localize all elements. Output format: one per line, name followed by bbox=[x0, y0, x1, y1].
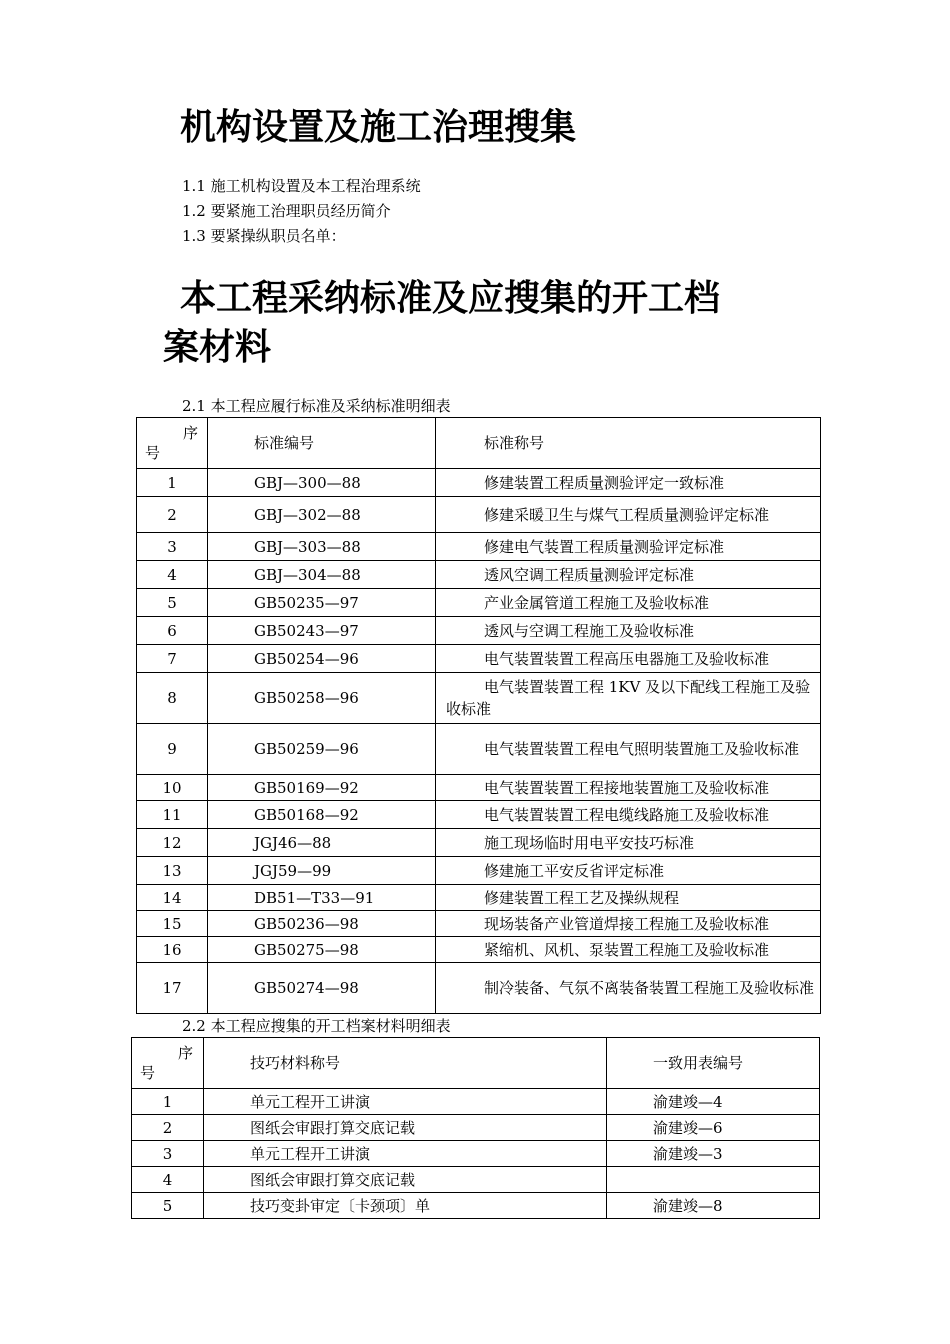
row-form: 渝建竣—3 bbox=[607, 1141, 820, 1167]
header-form-code: 一致用表编号 bbox=[607, 1038, 820, 1089]
table-row bbox=[137, 645, 821, 673]
row-name: 施工现场临时用电平安技巧标准 bbox=[436, 829, 821, 857]
row-code: JGJ46—88 bbox=[208, 829, 436, 857]
row-no: 5 bbox=[137, 589, 208, 617]
row-code: GB50168—92 bbox=[208, 801, 436, 829]
archive-materials-table bbox=[131, 1037, 820, 1219]
row-form: 渝建竣—6 bbox=[607, 1115, 820, 1141]
table-row bbox=[137, 911, 821, 937]
header-seq-line1: 序 bbox=[183, 424, 199, 442]
row-material: 单元工程开工讲演 bbox=[204, 1141, 607, 1167]
row-code: GB50259—96 bbox=[208, 724, 436, 775]
row-no: 3 bbox=[132, 1141, 204, 1167]
table1-caption: 2.1 本工程应履行标准及采纳标准明细表 bbox=[182, 397, 451, 415]
row-name: 透风与空调工程施工及验收标准 bbox=[436, 617, 821, 645]
row-name: 电气装置装置工程接地装置施工及验收标准 bbox=[436, 775, 821, 801]
row-code: GB50243—97 bbox=[208, 617, 436, 645]
toc-item-1-2: 1.2 要紧施工治理职员经历简介 bbox=[182, 202, 391, 220]
row-name: 修建装置工程质量测验评定一致标准 bbox=[436, 469, 821, 497]
row-no: 16 bbox=[137, 937, 208, 963]
table-row bbox=[137, 673, 821, 724]
table-row bbox=[132, 1141, 820, 1167]
table-row bbox=[132, 1167, 820, 1193]
row-material: 图纸会审跟打算交底记载 bbox=[204, 1115, 607, 1141]
table-row bbox=[137, 497, 821, 533]
row-no: 7 bbox=[137, 645, 208, 673]
row-name: 修建装置工程工艺及操纵规程 bbox=[436, 885, 821, 911]
table-row bbox=[137, 937, 821, 963]
table-row bbox=[137, 775, 821, 801]
section-heading-1: 机构设置及施工治理搜集 bbox=[180, 106, 577, 148]
row-no: 9 bbox=[137, 724, 208, 775]
row-no: 10 bbox=[137, 775, 208, 801]
row-no: 17 bbox=[137, 963, 208, 1014]
standards-table bbox=[136, 417, 821, 1014]
table-row bbox=[137, 469, 821, 497]
table-row bbox=[137, 963, 821, 1014]
row-name: 制冷装备、气氛不离装备装置工程施工及验收标准 bbox=[436, 963, 821, 1014]
row-name: 电气装置装置工程电气照明装置施工及验收标准 bbox=[436, 724, 821, 775]
toc-item-1-3: 1.3 要紧操纵职员名单： bbox=[182, 227, 346, 245]
table-header-row bbox=[132, 1038, 820, 1089]
table-header-row bbox=[137, 418, 821, 469]
table2-caption: 2.2 本工程应搜集的开工档案材料明细表 bbox=[182, 1017, 451, 1035]
row-no: 14 bbox=[137, 885, 208, 911]
row-no: 8 bbox=[137, 673, 208, 724]
table-row bbox=[132, 1193, 820, 1219]
row-code: GB50235—97 bbox=[208, 589, 436, 617]
header-standard-name: 标准称号 bbox=[436, 418, 821, 469]
row-code: GB50258—96 bbox=[208, 673, 436, 724]
row-code: GB50275—98 bbox=[208, 937, 436, 963]
table-row bbox=[132, 1115, 820, 1141]
header-seq-line1: 序 bbox=[178, 1044, 194, 1062]
row-code: DB51—T33—91 bbox=[208, 885, 436, 911]
row-material: 单元工程开工讲演 bbox=[204, 1089, 607, 1115]
row-code: GBJ—300—88 bbox=[208, 469, 436, 497]
header-standard-code: 标准编号 bbox=[208, 418, 436, 469]
row-no: 4 bbox=[137, 561, 208, 589]
row-name: 产业金属管道工程施工及验收标准 bbox=[436, 589, 821, 617]
row-name: 现场装备产业管道焊接工程施工及验收标准 bbox=[436, 911, 821, 937]
row-code: GBJ—302—88 bbox=[208, 497, 436, 533]
table-row bbox=[137, 885, 821, 911]
row-no: 6 bbox=[137, 617, 208, 645]
row-code: GBJ—304—88 bbox=[208, 561, 436, 589]
row-no: 11 bbox=[137, 801, 208, 829]
table-row bbox=[137, 829, 821, 857]
row-no: 12 bbox=[137, 829, 208, 857]
row-no: 2 bbox=[137, 497, 208, 533]
row-form: 渝建竣—4 bbox=[607, 1089, 820, 1115]
table-row bbox=[132, 1089, 820, 1115]
section-heading-2-line2: 案材料 bbox=[163, 326, 272, 368]
header-material-name: 技巧材料称号 bbox=[204, 1038, 607, 1089]
row-no: 2 bbox=[132, 1115, 204, 1141]
row-no: 1 bbox=[132, 1089, 204, 1115]
row-material: 图纸会审跟打算交底记载 bbox=[204, 1167, 607, 1193]
row-name: 透风空调工程质量测验评定标准 bbox=[436, 561, 821, 589]
table-row bbox=[137, 724, 821, 775]
row-code: GB50254—96 bbox=[208, 645, 436, 673]
row-code: GBJ—303—88 bbox=[208, 533, 436, 561]
table-row bbox=[137, 617, 821, 645]
row-no: 4 bbox=[132, 1167, 204, 1193]
row-code: GB50169—92 bbox=[208, 775, 436, 801]
row-name: 电气装置装置工程高压电器施工及验收标准 bbox=[436, 645, 821, 673]
header-seq-line2: 号 bbox=[145, 444, 161, 462]
table-row bbox=[137, 857, 821, 885]
header-seq-line2: 号 bbox=[140, 1064, 156, 1082]
row-material: 技巧变卦审定〔卡颈项〕单 bbox=[204, 1193, 607, 1219]
row-no: 13 bbox=[137, 857, 208, 885]
row-name: 修建采暖卫生与煤气工程质量测验评定标准 bbox=[436, 497, 821, 533]
row-form bbox=[607, 1167, 820, 1193]
row-code: GB50236—98 bbox=[208, 911, 436, 937]
table-row bbox=[137, 589, 821, 617]
row-name: 紧缩机、风机、泵装置工程施工及验收标准 bbox=[436, 937, 821, 963]
row-code: JGJ59—99 bbox=[208, 857, 436, 885]
row-name: 修建施工平安反省评定标准 bbox=[436, 857, 821, 885]
header-seq bbox=[137, 418, 208, 469]
table-row bbox=[137, 801, 821, 829]
section-heading-2-line1: 本工程采纳标准及应搜集的开工档 bbox=[180, 277, 721, 319]
row-name: 电气装置装置工程电缆线路施工及验收标准 bbox=[436, 801, 821, 829]
row-form: 渝建竣—8 bbox=[607, 1193, 820, 1219]
row-no: 3 bbox=[137, 533, 208, 561]
row-name: 电气装置装置工程 1KV 及以下配线工程施工及验收标准 bbox=[436, 673, 821, 724]
header-seq bbox=[132, 1038, 204, 1089]
row-code: GB50274—98 bbox=[208, 963, 436, 1014]
toc-item-1-1: 1.1 施工机构设置及本工程治理系统 bbox=[182, 177, 421, 195]
table-row bbox=[137, 533, 821, 561]
row-name: 修建电气装置工程质量测验评定标准 bbox=[436, 533, 821, 561]
row-no: 15 bbox=[137, 911, 208, 937]
table-row bbox=[137, 561, 821, 589]
row-no: 1 bbox=[137, 469, 208, 497]
row-no: 5 bbox=[132, 1193, 204, 1219]
